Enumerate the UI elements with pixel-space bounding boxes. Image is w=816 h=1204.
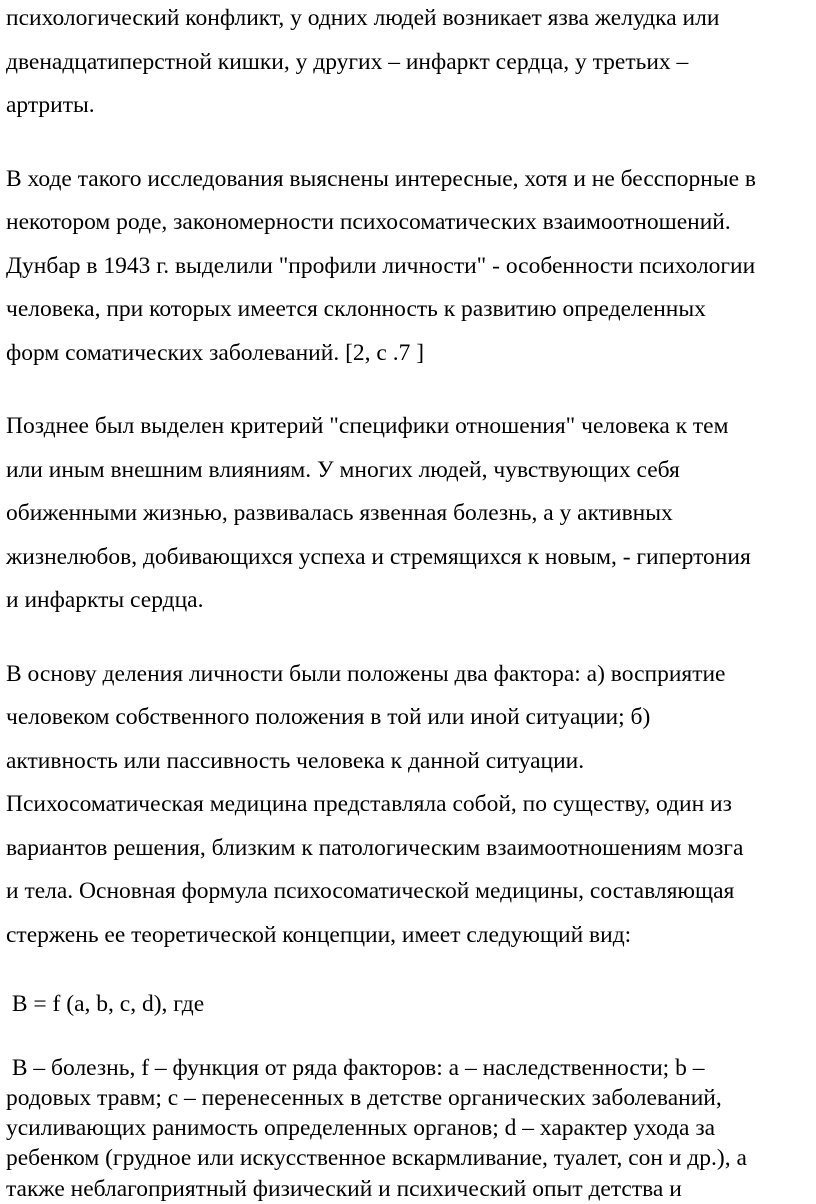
text-line: жизнелюбов, добивающихся успеха и стремящихся к новым, - гипертония — [6, 543, 751, 570]
text-line: человека, при которых имеется склонность к развитию определенных — [6, 296, 706, 322]
formula-line: В = f (a, b, c, d), где — [6, 991, 205, 1017]
text-line: родовых травм; с – перенесенных в детстве органических заболеваний, — [6, 1084, 722, 1111]
text-line: В основу деления личности были положены два фактора: а) восприятие — [6, 660, 726, 687]
text-line: ребенком (грудное или искусственное вскармливание, туалет, сон и др.), а — [6, 1145, 747, 1172]
paragraph-conflict-outcomes — [6, 0, 812, 128]
text-line: стержень ее теоретической концепции, имеет следующий вид: — [6, 921, 632, 948]
text-line: также неблагоприятный физический и психический опыт детства и — [6, 1175, 682, 1202]
text-line: В – болезнь, f – функция от ряда факторов: а – наследственности; b – — [6, 1054, 705, 1081]
text-line: и тела. Основная формула психосоматической медицины, составляющая — [6, 878, 735, 904]
text-line: человеком собственного положения в той или иной ситуации; б) — [6, 704, 651, 730]
text-line: артриты. — [6, 92, 95, 118]
text-line: или иным внешним влияниям. У многих людей, чувствующих себя — [6, 456, 680, 483]
text-line: В ходе такого исследования выяснены интересные, хотя и не бесспорные в — [6, 165, 757, 192]
text-line: обиженными жизнью, развивалась язвенная болезнь, а у активных — [6, 500, 673, 526]
text-line: двенадцатиперстной кишки, у других – инфаркт сердца, у третьих – — [6, 48, 689, 75]
text-line: усиливающих ранимость определенных органов; d – характер ухода за — [6, 1115, 716, 1142]
paragraph-formula — [6, 983, 812, 1027]
text-line: Дунбар в 1943 г. выделили "профили личности" - особенности психологии — [6, 252, 756, 279]
paragraph-personality-factors — [6, 653, 812, 958]
text-line: и инфаркты сердца. — [6, 587, 204, 613]
paragraph-relation-specificity — [6, 405, 812, 623]
text-line: Психосоматическая медицина представляла собой, по существу, один из — [6, 791, 732, 817]
text-line: вариантов решения, близким к патологическим взаимоотношениям мозга — [6, 834, 744, 861]
text-line: психологический конфликт, у одних людей возникает язва желудка или — [6, 5, 720, 31]
text-line: некотором роде, закономерности психосоматических взаимоотношений. — [6, 209, 731, 235]
text-line: Позднее был выделен критерий "специфики отношения" человека к тем — [6, 413, 729, 439]
text-line: форм соматических заболеваний. [2, с .7 ] — [6, 339, 425, 366]
paragraph-dunbar-profiles — [6, 158, 812, 376]
paragraph-formula-legend — [6, 1053, 812, 1204]
text-line: активность или пассивность человека к данной ситуации. — [6, 747, 585, 774]
document-page — [6, 0, 812, 1204]
